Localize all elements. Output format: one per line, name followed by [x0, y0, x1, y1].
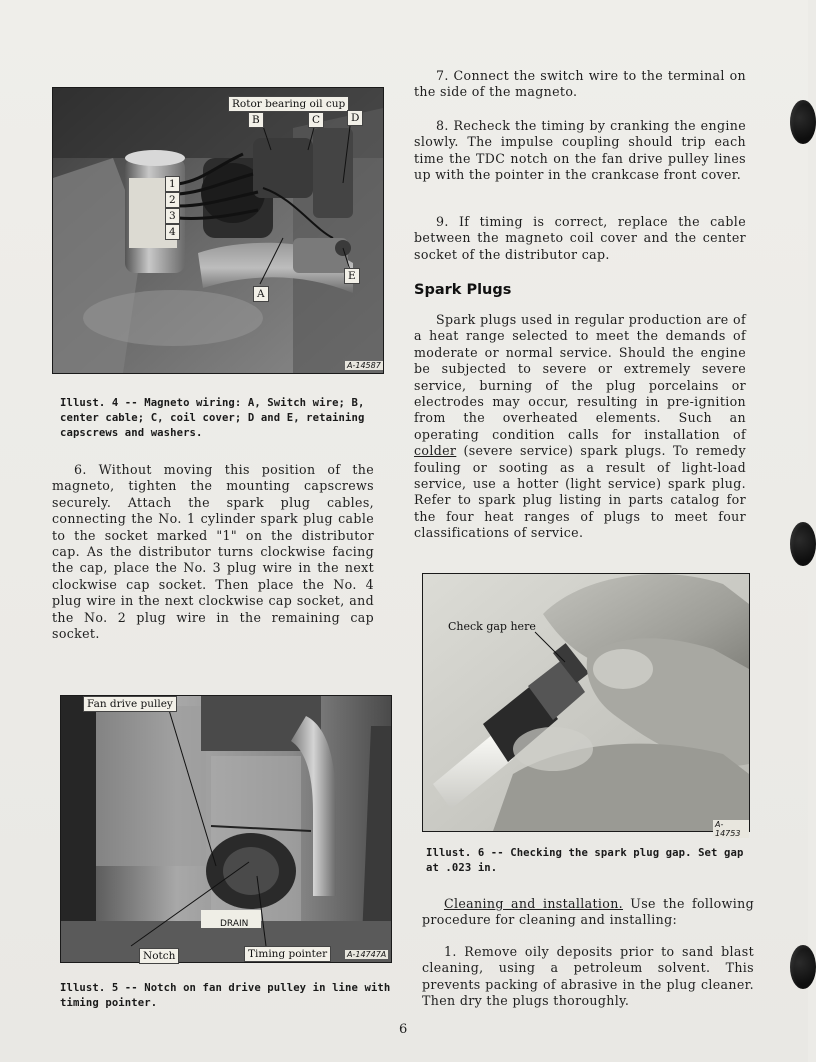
figure-number: A-14747A [347, 950, 387, 959]
step-6-paragraph: 6. Without moving this position of the magneto, tighten the mounting capscrews securely. Attach the spark plug cables, connecting the No. 1 cylinder spark plug cable to the socket marked "1" on the distributor cap. As the distributor turns clockwise facing the cap, place the No. 3 plug wire in the next clockwise cap socket. Then place the No. 4 plug wire in the next clockwise cap socket, and the No. 2 plug wire in the remaining cap socket. [52, 462, 374, 642]
label-check-gap-here: Check gap here [448, 620, 536, 633]
label-e: E [344, 268, 360, 284]
engine-illustration [53, 88, 383, 373]
label-a: A [253, 286, 269, 302]
label-drain: DRAIN [220, 919, 249, 929]
colder-word: colder [414, 443, 457, 459]
step-1-paragraph: 1. Remove oily deposits prior to sand blast cleaning, using a petroleum solvent. This prevents packing of abrasive in the plug cleaner. Then dry the plugs thoroughly. [422, 944, 754, 1009]
magneto-wiring-photo [52, 87, 384, 374]
label-rotor-bearing-oil-cup: Rotor bearing oil cup [228, 96, 349, 112]
label-4: 4 [165, 224, 180, 240]
label-fan-drive-pulley: Fan drive pulley [83, 696, 177, 712]
spark-plugs-heading: Spark Plugs [414, 282, 512, 298]
figure-number: A-14587 [347, 361, 381, 370]
cleaning-intro-paragraph [422, 896, 754, 929]
punch-hole [790, 522, 816, 566]
illust5-caption: Illust. 5 -- Notch on fan drive pulley in line with timing pointer. [60, 982, 391, 1009]
label-timing-pointer: Timing pointer [244, 946, 331, 962]
label-b: B [248, 112, 264, 128]
spark-text-b: (severe service) spark plugs. To remedy fouling or sooting as a result of light-load service, use a hotter (light service) spark plug. Refer to spark plug listing in parts catalog for the four heat ranges of plugs to meet four classifications of service. [414, 443, 746, 541]
label-2: 2 [165, 192, 180, 208]
illust4-caption: Illust. 4 -- Magneto wiring: A, Switch wire; B, center cable; C, coil cover; D and E, retaining capscrews and washers. [60, 397, 365, 439]
spark-text-a: Spark plugs used in regular production are of a heat range selected to meet the demands of moderate or normal service. Should the engine be subjected to severe or extremely severe service, burning of the plug porcelains or electrodes may occur, resulting in pre-ignition from the overheated elements. Such an operating condition calls for installation of [414, 312, 746, 442]
label-notch: Notch [139, 948, 179, 964]
label-1: 1 [165, 176, 180, 192]
spark-plug-gap-photo [422, 573, 750, 838]
page-number: 6 [399, 1022, 408, 1037]
step-7-paragraph: 7. Connect the switch wire to the terminal on the side of the magneto. [414, 68, 746, 100]
spark-plugs-paragraph [414, 312, 746, 542]
illust6-caption: Illust. 6 -- Checking the spark plug gap. Set gap at .023 in. [426, 847, 744, 874]
punch-hole [790, 945, 816, 989]
cleaning-title: Cleaning and installation. [444, 896, 624, 911]
fan-pulley-photo [60, 695, 392, 963]
label-d: D [347, 110, 363, 126]
label-3: 3 [165, 208, 180, 224]
step-8-paragraph: 8. Recheck the timing by cranking the engine slowly. The impulse coupling should trip each time the TDC notch on the fan drive pulley lines up with the pointer in the crankcase front cover. [414, 118, 746, 183]
step-9-paragraph: 9. If timing is correct, replace the cable between the magneto coil cover and the center socket of the distributor cap. [414, 214, 746, 262]
spark-plug-illustration [423, 574, 749, 831]
cleaning-rest: Use the following procedure for cleaning and installing: [422, 896, 754, 928]
label-c: C [308, 112, 324, 128]
figure-number: A-14753 [713, 820, 749, 838]
punch-hole [790, 100, 816, 144]
